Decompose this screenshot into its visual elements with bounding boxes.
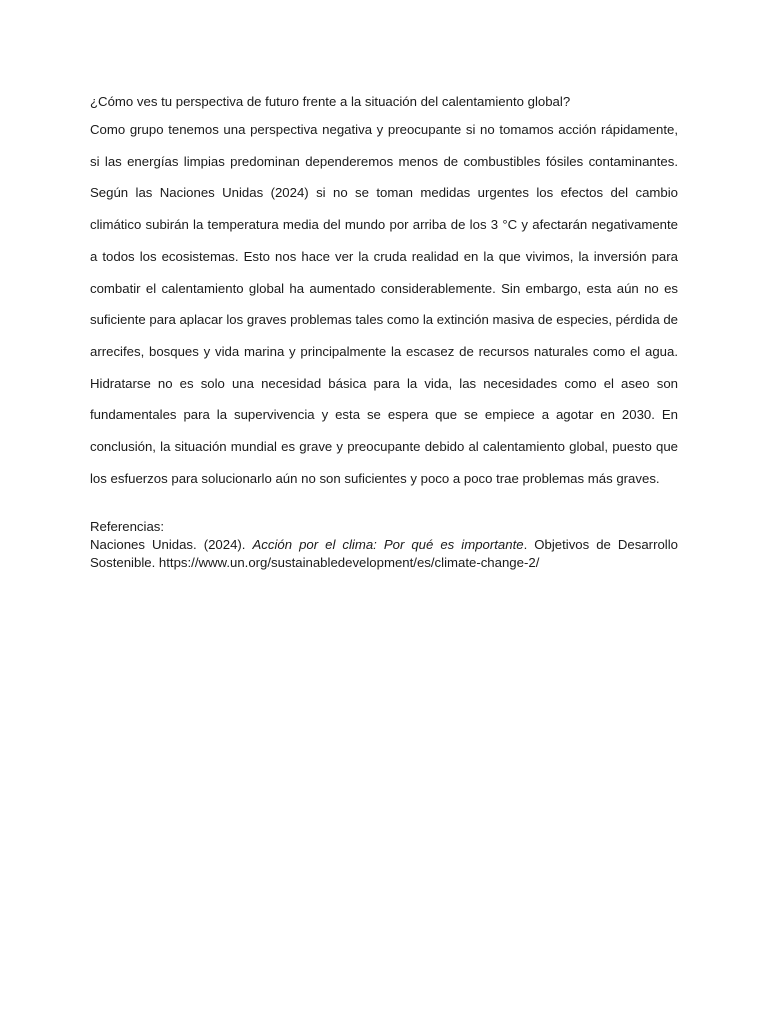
body-line: climático subirán la temperatura media del mundo por arriba de los 3 °C y afectarán negativamente [90,217,678,233]
references-heading: Referencias: [90,519,165,535]
body-line: combatir el calentamiento global ha aumentado considerablemente. Sin embargo, esta aún no es [90,280,678,296]
body-line: suficiente para aplacar los graves problemas tales como la extinción masiva de especies, pérdida de [90,312,678,328]
body-paragraph [90,114,678,494]
references-section [90,518,678,572]
body-line: los esfuerzos para solucionarlo aún no son suficientes y poco a poco trae problemas más graves. [90,470,660,486]
body-line: si las energías limpias predominan dependeremos menos de combustibles fósiles contaminantes. [90,153,678,169]
reference-entry [90,536,678,572]
body-line: Según las Naciones Unidas (2024) si no se toman medidas urgentes los efectos del cambio [90,185,678,201]
reference-title: Acción por el clima: Por qué es importante [252,537,524,553]
question-heading: ¿Cómo ves tu perspectiva de futuro frente a la situación del calentamiento global? [90,94,571,109]
body-line: a todos los ecosistemas. Esto nos hace ver la cruda realidad en la que vivimos, la inversión para [90,248,678,264]
document-page [90,92,678,572]
body-line: fundamentales para la supervivencia y esta se espera que se empiece a agotar en 2030. En [90,407,678,423]
body-line: arrecifes, bosques y vida marina y principalmente la escasez de recursos naturales como el agua. [90,343,678,359]
body-line: conclusión, la situación mundial es grave y preocupante debido al calentamiento global, puesto que [90,439,678,455]
reference-line-2: Sostenible. https://www.un.org/sustainabledevelopment/es/climate-change-2/ [90,555,540,571]
body-line: Como grupo tenemos una perspectiva negativa y preocupante si no tomamos acción rápidamente, [90,122,678,137]
reference-line-1 [90,536,678,554]
reference-author-year: Naciones Unidas. (2024). [90,537,246,553]
body-line: Hidratarse no es solo una necesidad básica para la vida, las necesidades como el aseo son [90,375,678,391]
reference-after-title: . Objetivos de Desarrollo [523,537,678,553]
